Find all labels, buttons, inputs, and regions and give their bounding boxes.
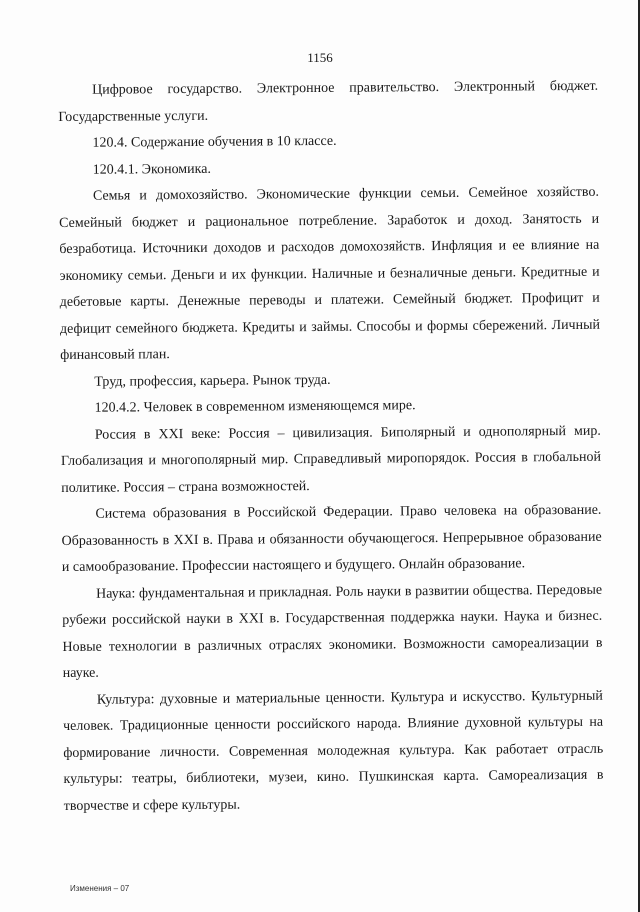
page-number: 1156 xyxy=(307,50,333,65)
footer-revision-note: Изменения – 07 xyxy=(70,884,130,893)
paragraph-labor-market: Труд, профессия, карьера. Рынок труда. xyxy=(94,372,331,390)
paragraph-science: Наука: фундаментальная и прикладная. Роль науки в развитии общества. Передовые рубежи российской науки в XXI в. Государственная поддержка науки. Наука и бизнес. Новые технологии в различных отраслях экономики. Возможности самореализации в науке. xyxy=(62,582,603,681)
subsection-heading-changing-world: 120.4.2. Человек в современном изменяющемся мире. xyxy=(94,398,416,416)
section-heading-10-class: 120.4. Содержание обучения в 10 классе. xyxy=(92,133,337,151)
paragraph-culture: Культура: духовные и материальные ценности. Культура и искусство. Культурный человек. Традиционные ценности российского народа. Влияние духовной культуры на формирование личности. Современная молодежная культура. Как работает отрасль культуры: театры, библиотеки, музеи, кино. Пушкинская карта. Самореализация в творчестве и сфере культуры. xyxy=(63,688,604,814)
paragraph-family-economy: Семья и домохозяйство. Экономические функции семьи. Семейное хозяйство. Семейный бюджет и рациональное потребление. Заработок и доход. Занятость и безработица. Источники доходов и расходов домохозяйств. Инфляция и ее влияние на экономику семьи. Деньги и их функции. Наличные и безналичные деньги. Кредитные и дебетовые карты. Денежные переводы и платежи. Семейный бюджет. Профицит и дефицит семейного бюджета. Кредиты и займы. Способы и формы сбережений. Личный финансовый план. xyxy=(59,184,601,363)
paragraph-education-system: Система образования в Российской Федерации. Право человека на образование. Образованность в XXI в. Права и обязанности обучающегося. Непрерывное образование и самообразование. Профессии настоящего и будущего. Онлайн образование. xyxy=(61,502,602,575)
subsection-heading-economics: 120.4.1. Экономика. xyxy=(92,161,211,178)
paragraph-digital-state: Цифровое государство. Электронное правительство. Электронный бюджет. Государственные услуги. xyxy=(58,78,599,125)
document-body xyxy=(58,74,604,820)
paragraph-russia-21-century: Россия в XXI веке: Россия – цивилизация. Биполярный и однополярный мир. Глобализация и многополярный мир. Справедливый миропорядок. Россия в глобальной политике. Россия – страна возможностей. xyxy=(60,423,602,496)
